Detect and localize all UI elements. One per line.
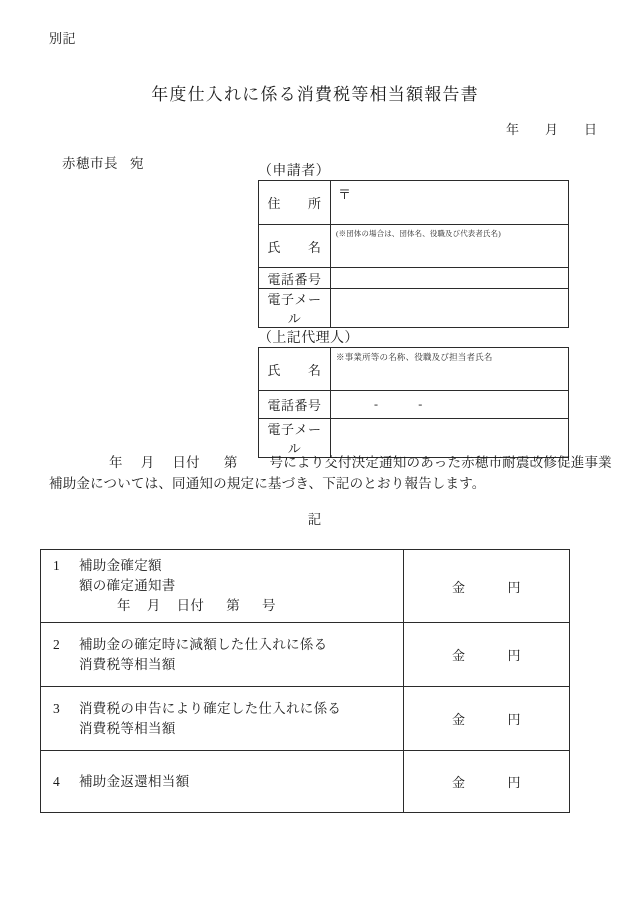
report-row-1-year: 年	[117, 598, 131, 613]
body-line2: 補助金については、同通知の規定に基づき、下記のとおり報告します。	[49, 476, 486, 491]
applicant-name-note: (※団体の場合は、団体名、役職及び代表者氏名)	[336, 229, 501, 238]
report-row-1-amount-field[interactable]	[404, 550, 570, 623]
date-day-label: 日	[583, 122, 597, 137]
applicant-section-caption: （申請者）	[258, 164, 330, 179]
agent-tel-label: 電話番号	[259, 391, 331, 419]
report-row-4-number: 4	[53, 773, 61, 789]
agent-email-label: 電子メール	[259, 419, 331, 458]
applicant-address-field[interactable]	[331, 181, 569, 225]
applicant-name-label: 氏 名	[259, 225, 331, 268]
agent-name-field[interactable]	[331, 348, 569, 391]
applicant-email-label: 電子メール	[259, 289, 331, 328]
date-year-label: 年	[505, 122, 519, 137]
date-month-label: 月	[544, 122, 558, 137]
applicant-email-field[interactable]	[331, 289, 569, 328]
applicant-name-field[interactable]	[331, 225, 569, 268]
report-row-3-description	[41, 687, 404, 751]
report-row-2-amount-prefix: 金	[451, 648, 466, 663]
report-row-1-no-prefix: 第	[226, 598, 241, 613]
body-no-prefix: 第	[223, 455, 238, 470]
agent-section-caption: （上記代理人）	[258, 331, 359, 346]
table-row	[41, 687, 570, 751]
report-row-3-title: 消費税の申告により確定した仕入れに係る	[79, 700, 342, 716]
applicant-tel-row	[259, 268, 569, 289]
table-row	[41, 550, 570, 623]
report-row-2-sub1: 消費税等相当額	[79, 656, 176, 672]
report-row-2-title: 補助金の確定時に減額した仕入れに係る	[79, 636, 328, 652]
agent-tel-row	[259, 391, 569, 419]
table-row	[41, 751, 570, 813]
report-row-1-description	[41, 550, 404, 623]
agent-name-note: ※事業所等の名称、役職及び担当者氏名	[336, 352, 493, 362]
document-tag: 別記	[49, 31, 77, 46]
report-row-4-amount-prefix: 金	[451, 775, 466, 790]
report-row-3-sub1: 消費税等相当額	[79, 720, 176, 736]
report-row-1-number: 1	[53, 558, 61, 573]
body-year-label: 年	[109, 455, 123, 470]
report-row-1-sub1: 額の確定通知書	[79, 578, 176, 593]
report-row-1-month: 月	[146, 598, 161, 613]
applicant-table	[258, 180, 569, 328]
report-row-1-amount-prefix: 金	[451, 579, 466, 595]
agent-name-row	[259, 348, 569, 391]
page-title: 年度仕入れに係る消費税等相当額報告書	[151, 85, 479, 104]
report-row-3-number: 3	[53, 700, 61, 716]
report-row-1-sub2	[53, 596, 403, 616]
report-row-2-description	[41, 623, 404, 687]
agent-name-label: 氏 名	[259, 348, 331, 391]
agent-tel-dash-1: -	[374, 397, 379, 411]
addressee	[62, 152, 144, 172]
postal-code-icon: 〒	[338, 187, 352, 202]
report-row-3-amount-prefix: 金	[451, 712, 466, 727]
applicant-address-row	[259, 181, 569, 225]
report-row-1-amount-unit: 円	[507, 579, 522, 595]
report-row-4-amount-unit: 円	[507, 775, 522, 790]
applicant-email-row	[259, 289, 569, 328]
body-day-label: 日付	[172, 455, 200, 470]
agent-tel-separators	[336, 394, 563, 415]
report-row-1-no-suffix: 号	[262, 598, 276, 613]
report-row-2-amount-unit: 円	[507, 648, 522, 663]
addressee-suffix: 宛	[130, 156, 144, 171]
report-row-2-number: 2	[53, 636, 61, 652]
ki-mark: 記	[307, 512, 323, 527]
date-line	[0, 119, 597, 138]
report-row-2-amount-field[interactable]	[404, 623, 570, 687]
table-row	[41, 623, 570, 687]
applicant-address-label: 住 所	[259, 181, 331, 225]
report-row-3-amount-field[interactable]	[404, 687, 570, 751]
agent-tel-dash-2: -	[418, 397, 423, 411]
report-table	[40, 549, 570, 813]
addressee-name: 赤穂市長	[62, 156, 118, 171]
agent-tel-field[interactable]	[331, 391, 569, 419]
applicant-name-row	[259, 225, 569, 268]
body-paragraph	[49, 452, 612, 494]
body-line1-tail: 号により交付決定通知のあった赤穂市耐震改修促進事業	[269, 455, 612, 470]
report-row-4-description	[41, 751, 404, 813]
report-row-1-title: 補助金確定額	[79, 558, 162, 573]
applicant-tel-field[interactable]	[331, 268, 569, 289]
report-row-1-day: 日付	[176, 598, 205, 613]
report-row-4-title: 補助金返還相当額	[79, 773, 190, 789]
body-month-label: 月	[140, 455, 155, 470]
report-row-3-amount-unit: 円	[507, 712, 522, 727]
report-row-4-amount-field[interactable]	[404, 751, 570, 813]
agent-table	[258, 347, 569, 458]
applicant-tel-label: 電話番号	[259, 268, 331, 289]
